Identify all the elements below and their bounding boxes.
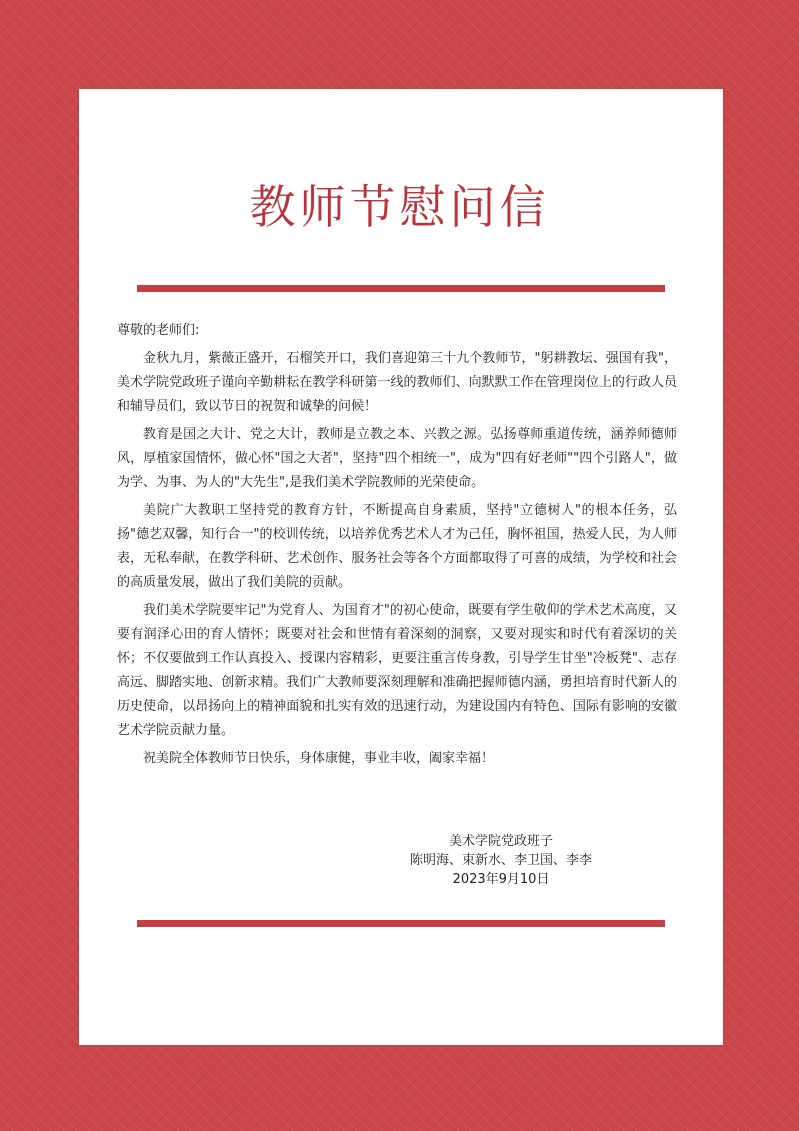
signature-block bbox=[383, 832, 619, 889]
letter-body bbox=[117, 319, 677, 775]
paragraph-4: 我们美术学院要牢记"为党育人、为国育才"的初心使命，既要有学生敬仰的学术艺术高度，又要有润泽心田的育人情怀；既要对社会和世情有着深刻的洞察，又要对现实和时代有着深切的关怀；不仅要做到工作认真投入、授课内容精彩，更要注重言传身教，引导学生甘坐"冷板凳"、志存高远、脚踏实地、创新求精。我们广大教师要深刻理解和准确把握师德内涵，勇担培育时代新人的历史使命，以昂扬向上的精神面貌和扎实有效的迅速行动，为建设国内有特色、国际有影响的安徽艺术学院贡献力量。 bbox=[117, 603, 677, 738]
signature-names: 陈明海、束新水、李卫国、李李 bbox=[409, 853, 592, 868]
paragraph-5: 祝美院全体教师节日快乐，身体康健，事业丰收，阖家幸福！ bbox=[143, 751, 495, 766]
salutation: 尊敬的老师们: bbox=[117, 323, 200, 338]
page-title: 教师节慰问信 bbox=[249, 180, 550, 234]
title-divider bbox=[137, 285, 665, 292]
signature-date: 2023年9月10日 bbox=[452, 872, 550, 887]
footer-divider bbox=[137, 920, 665, 927]
signature-org: 美术学院党政班子 bbox=[448, 834, 553, 849]
paragraph-3: 美院广大教职工坚持党的教育方针，不断提高自身素质，坚持"立德树人"的根本任务，弘扬"德艺双馨，知行合一"的校训传统，以培养优秀艺术人才为己任，胸怀祖国，热爱人民，为人师表，无私奉献，在教学科研、艺术创作、服务社会等各个方面都取得了可喜的成绩，为学校和社会的高质量发展，做出了我们美院的贡献。 bbox=[117, 503, 677, 590]
paragraph-2: 教育是国之大计、党之大计，教师是立教之本、兴教之源。弘扬尊师重道传统，涵养师德师风，厚植家国情怀，做心怀"国之大者"，坚持"四个相统一"，成为"四有好老师""四个引路人"，做为学、为事、为人的"大先生",是我们美术学院教师的光荣使命。 bbox=[117, 427, 677, 490]
paragraph-1: 金秋九月，紫薇正盛开，石榴笑开口，我们喜迎第三十九个教师节，"躬耕教坛、强国有我"，美术学院党政班子谨向辛勤耕耘在教学科研第一线的教师们、向默默工作在管理岗位上的行政人员和辅导员们，致以节日的祝贺和诚挚的问候！ bbox=[117, 351, 677, 414]
